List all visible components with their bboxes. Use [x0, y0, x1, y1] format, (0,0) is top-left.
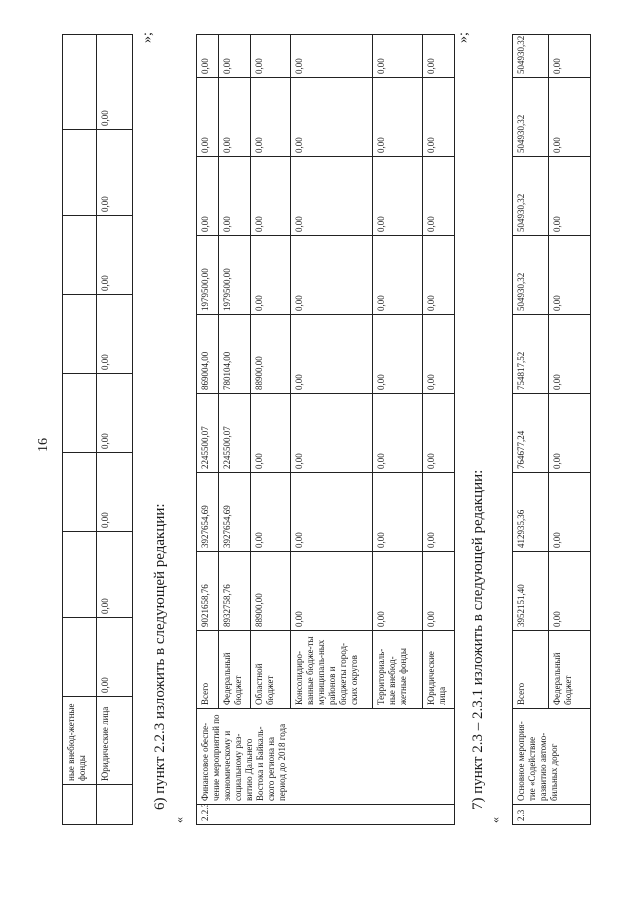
table-cell: 412935,36 — [513, 473, 549, 552]
item-number: 2.2.3. — [197, 805, 455, 825]
opening-quote-mark: « — [172, 817, 186, 823]
table-row — [251, 35, 291, 825]
closing-quote-mark: »; — [140, 32, 155, 43]
page-number: 16 — [36, 438, 51, 452]
table-cell: 0,00 — [423, 552, 455, 631]
table-cell: 0,00 — [219, 157, 251, 236]
table-cell — [63, 130, 97, 216]
table-cell — [63, 785, 97, 825]
table-row — [549, 35, 591, 825]
table-cell: 0,00 — [549, 236, 591, 315]
table-cell: 0,00 — [549, 157, 591, 236]
table-cell — [97, 785, 133, 825]
table-cell: 0,00 — [373, 236, 423, 315]
table-cell — [63, 374, 97, 453]
table-cell: 0,00 — [251, 35, 291, 78]
table-cell: 0,00 — [291, 473, 373, 552]
table-cell: 0,00 — [251, 236, 291, 315]
table-row — [63, 35, 97, 825]
table-cell: 0,00 — [291, 552, 373, 631]
table-cell: 88900,00 — [251, 315, 291, 394]
table-cell: 2245500,07 — [197, 394, 219, 473]
table-cell: 0,00 — [373, 78, 423, 157]
table-cell: 0,00 — [291, 394, 373, 473]
table-cell: 0,00 — [373, 473, 423, 552]
table-cell: 3927654,69 — [219, 473, 251, 552]
table-cell: 0,00 — [291, 157, 373, 236]
table-cell — [63, 216, 97, 295]
table-cell: ные внебюд-жетные фонды — [63, 697, 97, 785]
table-cell: 504930,32 — [513, 78, 549, 157]
table-cell: 0,00 — [197, 157, 219, 236]
item-description: Основное мероприя-тие «Содействие развитию автомо-бильных дорог — [513, 709, 591, 805]
table-cell: 0,00 — [97, 295, 133, 374]
table-cell: 0,00 — [251, 157, 291, 236]
item-number: 2.3 — [513, 805, 591, 825]
table-cell: 8932758,76 — [219, 552, 251, 631]
table-row — [513, 35, 549, 825]
table-cell: Юридические лица — [423, 631, 455, 709]
table-cell: 0,00 — [373, 35, 423, 78]
table-row — [219, 35, 251, 825]
table-cell: 1979500,00 — [197, 236, 219, 315]
table-cell: Федеральный бюджет — [549, 631, 591, 709]
table-cell: Территориаль-ные внебюд-жетные фонды — [373, 631, 423, 709]
table-cell: 0,00 — [423, 78, 455, 157]
table-cell: Юридические лица — [97, 697, 133, 785]
table-cell — [63, 295, 97, 374]
table-cell: 0,00 — [373, 552, 423, 631]
table-cell: 0,00 — [291, 236, 373, 315]
table-cell: 0,00 — [291, 35, 373, 78]
table-cell: 869004,00 — [197, 315, 219, 394]
table-cell: 3952151,40 — [513, 552, 549, 631]
section-7-table — [512, 34, 591, 825]
table-cell: 504930,32 — [513, 236, 549, 315]
table-cell: 764677,24 — [513, 394, 549, 473]
table-cell: 0,00 — [251, 394, 291, 473]
table-cell: 0,00 — [423, 35, 455, 78]
table-cell: 0,00 — [373, 157, 423, 236]
table-cell: 0,00 — [251, 473, 291, 552]
table-cell: Всего — [197, 631, 219, 709]
table-cell: Всего — [513, 631, 549, 709]
table-cell: 0,00 — [197, 35, 219, 78]
table-cell: 0,00 — [97, 374, 133, 453]
table-cell: 0,00 — [423, 394, 455, 473]
top-fragment-table — [62, 34, 133, 825]
table-row — [197, 35, 219, 825]
table-cell: 0,00 — [549, 315, 591, 394]
table-cell: 0,00 — [373, 315, 423, 394]
table-cell: 0,00 — [97, 35, 133, 130]
table-cell: 0,00 — [97, 216, 133, 295]
table-cell: 504930,32 — [513, 157, 549, 236]
table-cell: 0,00 — [291, 78, 373, 157]
table-cell: Областной бюджет — [251, 631, 291, 709]
opening-quote-mark: « — [488, 817, 502, 823]
table-cell: 0,00 — [97, 453, 133, 532]
table-cell: 0,00 — [423, 473, 455, 552]
table-row — [423, 35, 455, 825]
item-description: Финансовое обеспе-чение мероприятий по экономическому и социальному раз-витию Дальнего Востока и Байкаль-ского региона на период до 2018 года — [197, 709, 455, 805]
table-cell: 0,00 — [197, 78, 219, 157]
table-cell: 3927654,69 — [197, 473, 219, 552]
table-cell: 0,00 — [549, 35, 591, 78]
table-cell: Консолидиро-ванные бюдже-ты муниципаль-ных районов и бюджеты город-ских округов — [291, 631, 373, 709]
table-cell: 0,00 — [291, 315, 373, 394]
table-cell: 0,00 — [219, 35, 251, 78]
table-row — [291, 35, 373, 825]
table-cell: 0,00 — [549, 394, 591, 473]
table-cell: 2245500,07 — [219, 394, 251, 473]
table-cell: 780104,00 — [219, 315, 251, 394]
table-cell: 0,00 — [97, 130, 133, 216]
table-cell — [63, 618, 97, 697]
table-cell: 0,00 — [251, 78, 291, 157]
table-cell: 0,00 — [373, 394, 423, 473]
table-row — [97, 35, 133, 825]
table-cell: 0,00 — [549, 473, 591, 552]
table-cell: 0,00 — [423, 157, 455, 236]
table-cell: 0,00 — [549, 78, 591, 157]
table-cell — [63, 532, 97, 618]
table-cell: Федеральный бюджет — [219, 631, 251, 709]
table-cell — [63, 35, 97, 130]
table-cell — [63, 453, 97, 532]
table-cell: 0,00 — [97, 618, 133, 697]
table-cell: 754817,52 — [513, 315, 549, 394]
table-cell: 0,00 — [423, 236, 455, 315]
table-cell: 9021658,76 — [197, 552, 219, 631]
section-6-heading: 6) пункт 2.2.3 изложить в следующей редакции: — [152, 503, 168, 810]
table-cell: 0,00 — [423, 315, 455, 394]
table-cell: 1979500,00 — [219, 236, 251, 315]
table-cell: 0,00 — [549, 552, 591, 631]
section-6-table — [196, 34, 455, 825]
table-cell: 0,00 — [219, 78, 251, 157]
closing-quote-mark: »; — [456, 32, 471, 43]
section-7-heading: 7) пункт 2.3 – 2.3.1 изложить в следующей редакции: — [470, 469, 486, 810]
table-cell: 504930,32 — [513, 35, 549, 78]
table-row — [373, 35, 423, 825]
table-cell: 88900,00 — [251, 552, 291, 631]
table-cell: 0,00 — [97, 532, 133, 618]
